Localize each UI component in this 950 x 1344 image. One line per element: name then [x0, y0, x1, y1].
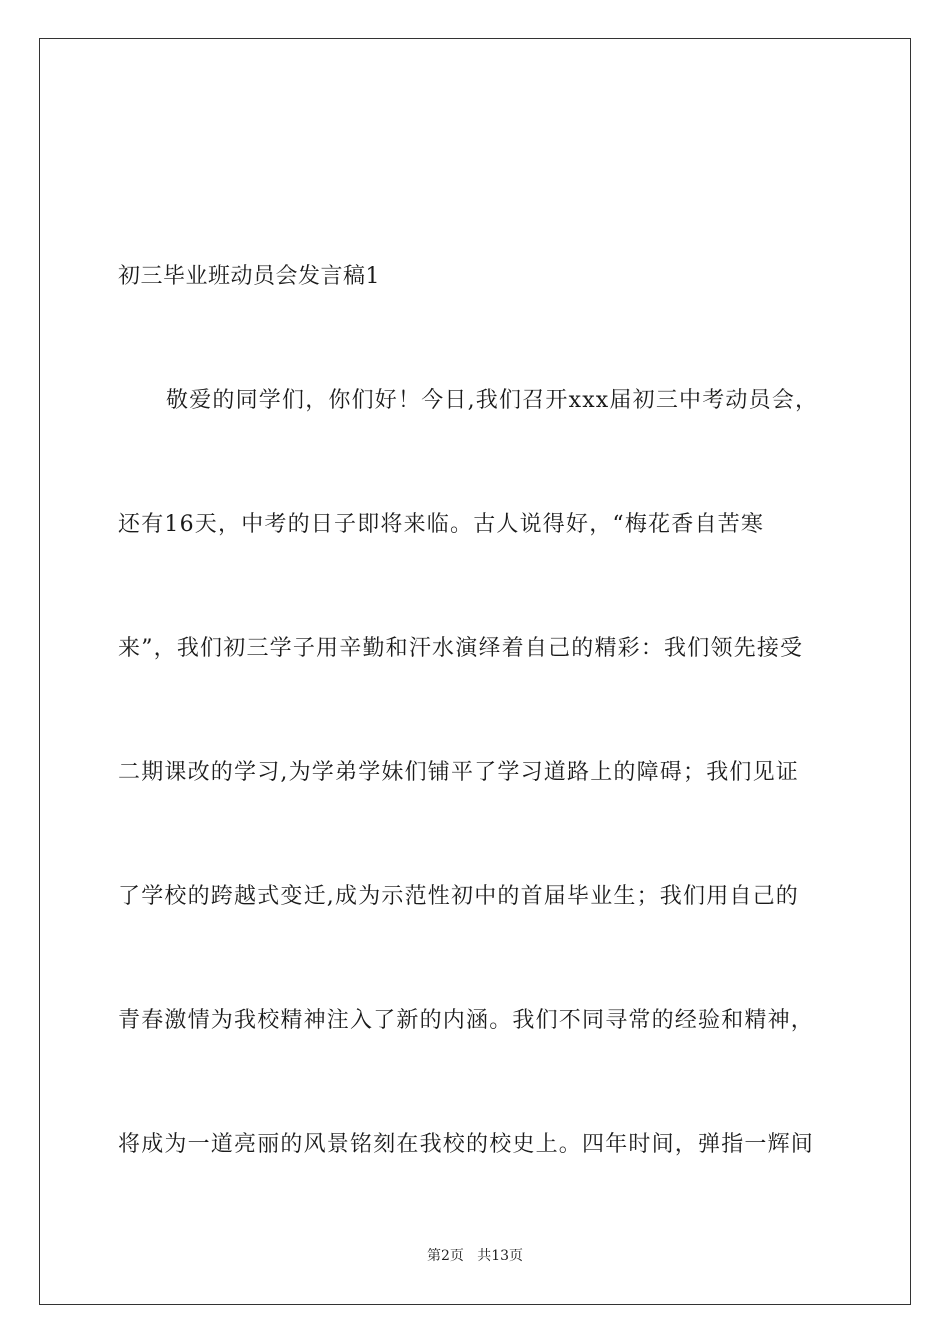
body-line-4: 二期课改的学习,为学弟学妹们铺平了学习道路上的障碍；我们见证 — [118, 760, 799, 785]
body-line-6: 青春激情为我校精神注入了新的内涵。我们不同寻常的经验和精神， — [118, 1008, 815, 1033]
page-number-footer: 第2页 共13页 — [426, 1248, 524, 1264]
body-line-2: 还有16天，中考的日子即将来临。古人说得好，“梅花香自苦寒 — [118, 512, 765, 537]
body-line-3: 来”，我们初三学子用辛勤和汗水演绎着自己的精彩：我们领先接受 — [118, 636, 804, 661]
document-title: 初三毕业班动员会发言稿1 — [118, 264, 380, 289]
page-border — [39, 38, 911, 1305]
body-line-1: 敬爱的同学们，你们好！今日,我们召开xxx届初三中考动员会， — [166, 388, 819, 413]
body-line-5: 了学校的跨越式变迁,成为示范性初中的首届毕业生；我们用自己的 — [118, 884, 799, 909]
body-line-7: 将成为一道亮丽的风景铭刻在我校的校史上。四年时间，弹指一辉间 — [118, 1132, 815, 1157]
